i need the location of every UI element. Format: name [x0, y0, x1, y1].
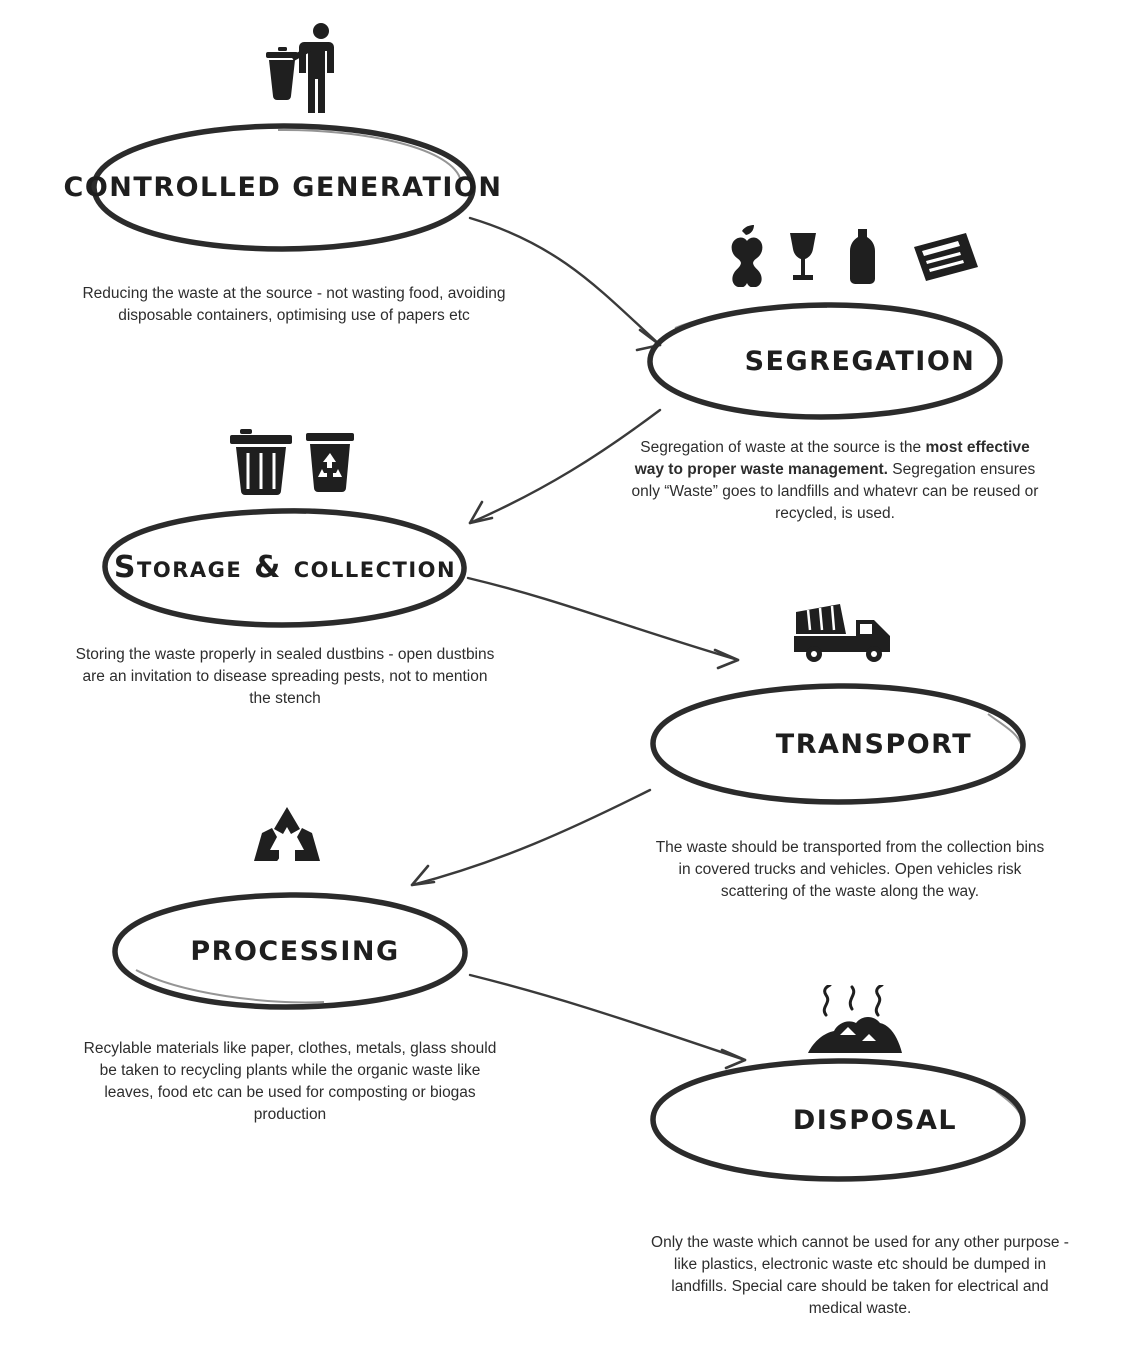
node-segregation[interactable]: [645, 300, 1005, 422]
description-disposal: Only the waste which cannot be used for any other purpose - like plastics, electronic waste etc should be dumped in landfills. Special care should be taken for electrical and medical waste.: [651, 1234, 1069, 1317]
node-label: CONTROLLED GENERATION: [63, 172, 503, 203]
node-controlled-generation[interactable]: [63, 120, 503, 255]
node-label: PROCESSING: [190, 935, 400, 967]
recycling-symbol-icon: [250, 805, 324, 875]
description-transport: The waste should be transported from the collection bins in covered trucks and vehicles. Open vehicles risk scattering of the waste along the way.: [655, 839, 1045, 900]
arrow-processing-to-disposal: [470, 975, 745, 1060]
person-throwing-trash-icon: [265, 22, 345, 114]
desc-part-1: Segregation of waste at the source is the: [640, 439, 926, 456]
description-controlled-generation: Reducing the waste at the source - not wasting food, avoiding disposable containers, optimising use of papers etc: [82, 285, 506, 324]
node-label: TRANSPORT: [775, 728, 973, 760]
node-transport[interactable]: [648, 680, 1028, 808]
desc-part-2: most effective way to proper waste management.: [634, 439, 1030, 478]
node-label: SEGREGATION: [744, 345, 976, 377]
garbage-truck-icon: [790, 600, 900, 662]
description-storage-collection: Storing the waste properly in sealed dustbins - open dustbins are an invitation to disease spreading pests, not to mention the stench: [75, 646, 495, 707]
landfill-smoke-icon: [800, 985, 910, 1057]
description-segregation: [625, 437, 1045, 525]
arrow-transport-to-processing: [412, 790, 650, 885]
node-label: Storage & collection: [113, 550, 457, 585]
node-disposal[interactable]: [648, 1055, 1028, 1185]
node-label: DISPOSAL: [792, 1104, 958, 1136]
arrowhead-2: [470, 502, 492, 523]
dustbin-recycle-bin-icon: [228, 425, 358, 495]
arrowhead-4: [412, 866, 434, 885]
node-storage-collection[interactable]: [100, 505, 470, 630]
apple-core-bottle-newspaper-icon: [718, 225, 978, 287]
node-processing[interactable]: [110, 890, 470, 1012]
arrow-storage-to-transport: [468, 578, 738, 660]
arrowhead-3: [715, 650, 738, 668]
desc-part-3: Segregation ensures only “Waste” goes to landfills and whatevr can be reused or recycled, is used.: [631, 461, 1039, 522]
description-processing: Recylable materials like paper, clothes, metals, glass should be taken to recycling plants while the organic waste like leaves, food etc can be used for composting or biogas production: [83, 1040, 497, 1123]
